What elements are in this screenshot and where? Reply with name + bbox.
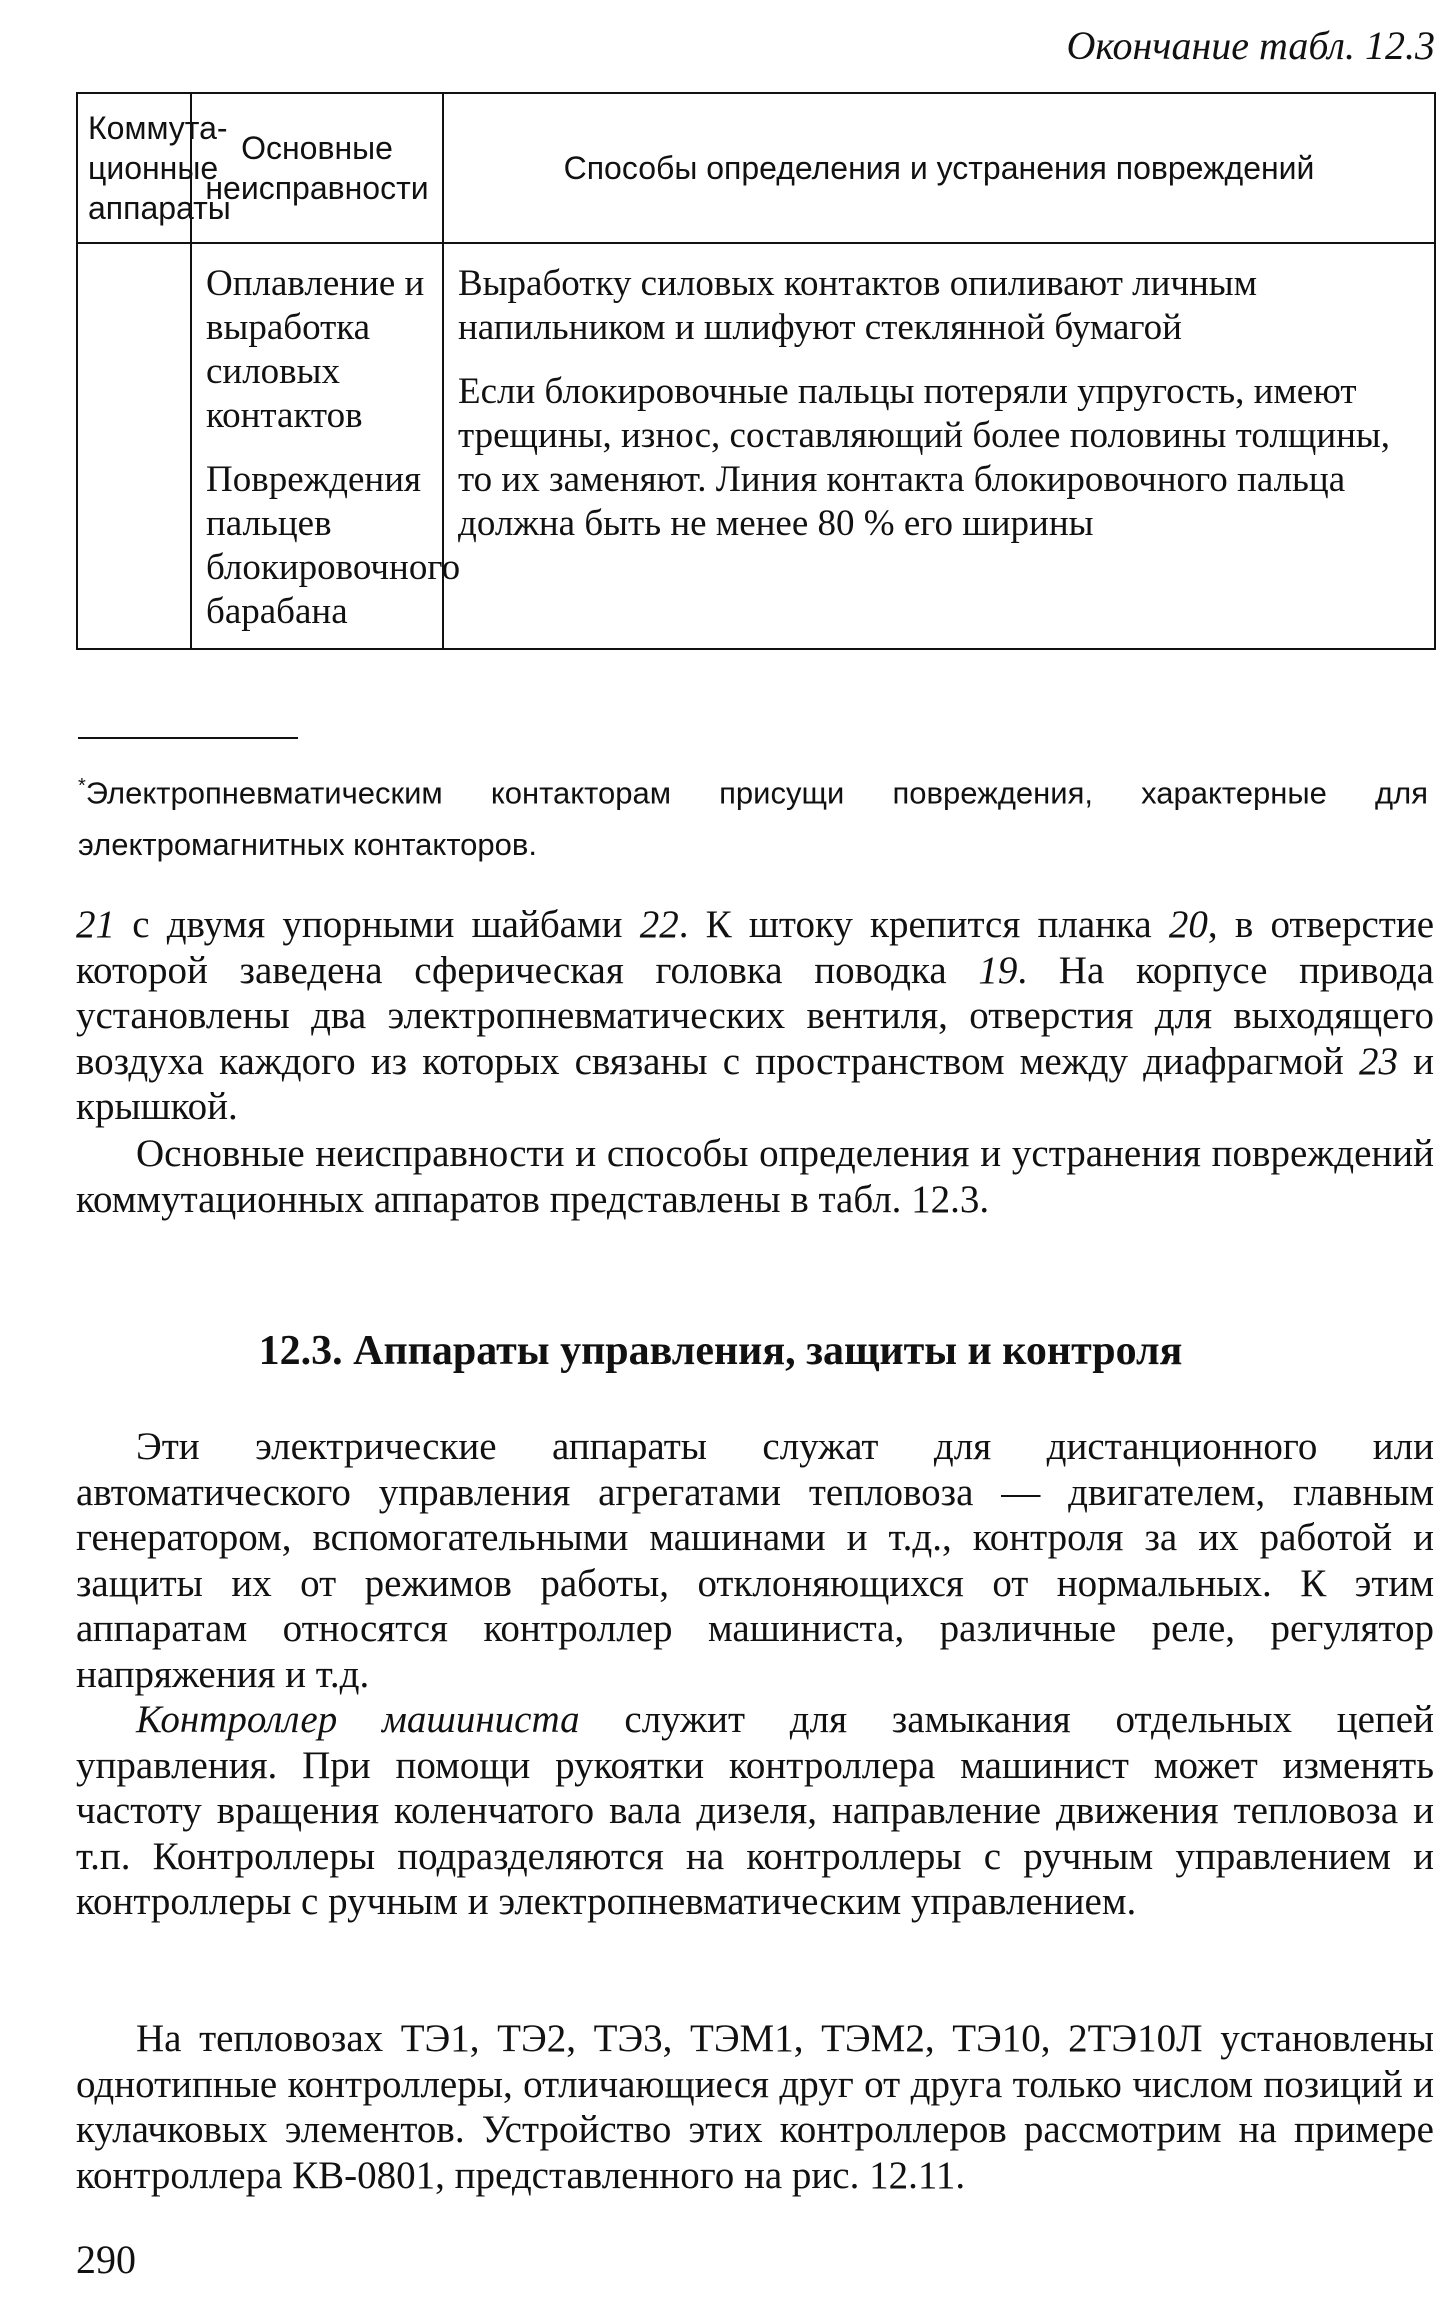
reference-number: 21 [76,903,115,946]
header-remedies: Способы определения и устранения повреждений [443,93,1435,243]
reference-number: 23 [1358,1039,1398,1083]
footnote-marker: * [78,775,86,797]
paragraph-controller-text: служит для замыкания отдельных цепей управления. При помощи рукоятки контроллера машинист может изменять частоту вращения коленчатого вала дизеля, направление движения тепловоза и т.п. Контроллеры подразделяются на контроллеры с ручным управлением и контроллеры с ручным и электропневматическим управлением. [76,1698,1434,1923]
page-number: 290 [76,2237,136,2282]
fault-item: Оплавление и выработка силовых контактов [206,263,425,436]
table-continuation-title: Окончание табл. 12.3 [1066,23,1435,68]
paragraph-text: . К штоку крепится планка [678,903,1169,946]
paragraph-text: и крышкой. [76,1039,1434,1128]
term-controller: Контроллер машиниста [136,1698,580,1741]
header-faults: Основные неисправности [191,93,443,243]
paragraph-continuation [76,902,1434,1130]
reference-number: 20 [1168,903,1208,946]
remedy-item: Если блокировочные пальцы потеряли упругость, имеют трещины, износ, составляющий более половины толщины, то их заменяют. Линия контакта блокировочного пальца должна быть не менее 80 % его ширины [458,371,1391,544]
remedy-item: Выработку силовых контактов опиливают личным напильником и шлифуют стеклянной бумагой [458,263,1258,348]
cell-device [77,243,191,649]
cell-remedies [443,243,1435,649]
paragraph-text: с двумя упорными шайбами [115,903,640,946]
table-row [77,243,1435,649]
fault-item: Повреждения пальцев блокировочного барабана [206,459,461,632]
reference-number: 19 [978,948,1018,992]
footnote-text: Электропневматическим контакторам присущи повреждения, характерные для электромагнитных контакторов. [78,775,1428,863]
paragraph-table-reference: Основные неисправности и способы определения и устранения повреждений коммутационных аппаратов представлены в табл. 12.3. [76,1132,1434,1221]
table-header-row [77,93,1435,243]
paragraph-intro: Эти электрические аппараты служат для дистанционного или автоматического управления агрегатами тепловоза — двигателем, главным генератором, вспомогательными машинами и т.д., контроля за их работой и защиты их от режимов работы, отклоняющихся от нормальных. К этим аппаратам относятся контроллер машиниста, различные реле, регулятор напряжения и т.д. [76,1425,1434,1696]
faults-table [76,92,1436,650]
footnote [78,760,1428,871]
section-heading: 12.3. Аппараты управления, защиты и контроля [258,1328,1183,1374]
paragraph-text: , в отверстие которой заведена сферическая головка поводка [76,903,1435,992]
cell-faults [191,243,461,649]
header-devices: Коммута-ционные аппараты [77,93,191,243]
paragraph-controller [76,1697,1434,1925]
reference-number: 22 [639,903,679,946]
footnote-rule [78,737,298,739]
paragraph-text: . На корпусе привода установлены два электропневматических вентиля, отверстия для выходящего воздуха каждого из которых связаны с пространством между диафрагмой [76,948,1434,1083]
paragraph-locomotives: На тепловозах ТЭ1, ТЭ2, ТЭ3, ТЭМ1, ТЭМ2, ТЭ10, 2ТЭ10Л установлены однотипные контроллеры, отличающиеся друг от друга только числом позиций и кулачковых элементов. Устройство этих контроллеров рассмотрим на примере контроллера КВ-0801, представленного на рис. 12.11. [76,2017,1434,2197]
